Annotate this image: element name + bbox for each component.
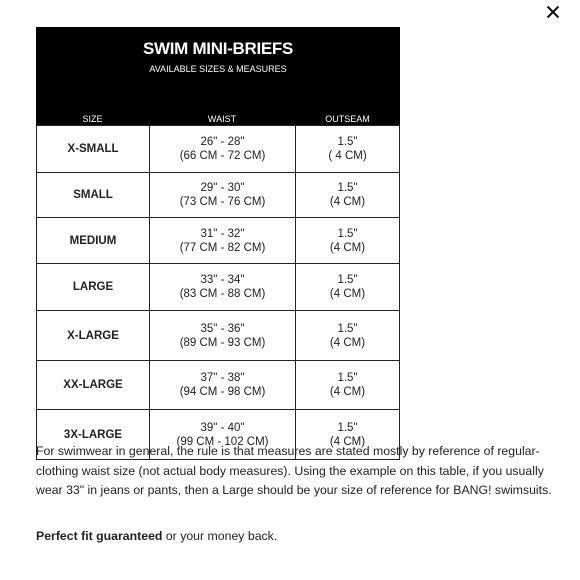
outseam-cell <box>296 218 399 263</box>
outseam-cm: (4 CM) <box>329 288 366 300</box>
chart-subtitle: AVAILABLE SIZES & MEASURES <box>149 64 287 74</box>
waist-cell <box>150 172 296 217</box>
outseam-cell <box>296 126 399 172</box>
outseam-cm: (4 CM) <box>329 386 366 398</box>
size-cell: X-SMALL <box>37 126 150 172</box>
waist-inches: 29" - 30" <box>200 181 245 194</box>
outseam-cell <box>296 311 399 360</box>
table-row <box>36 311 400 361</box>
waist-inches: 39" - 40" <box>200 421 245 434</box>
outseam-inches: 1.5" <box>337 322 358 335</box>
outseam-cell <box>296 172 399 217</box>
waist-inches: 26" - 28" <box>200 136 245 148</box>
table-row <box>36 172 400 218</box>
column-header-outseam: OUTSEAM <box>325 114 370 124</box>
size-cell: SMALL <box>37 172 150 217</box>
swimwear-sizing-note: For swimwear in general, the rule is that measures are stated mostly by reference of regular-clothing waist size (not actual body measures). Using the example on this table, if you usually wear 33" in jeans or pants, then a Large should be your size of reference for BANG! swimsuits. <box>36 444 552 497</box>
outseam-cm: ( 4 CM) <box>328 150 367 162</box>
outseam-cm: (4 CM) <box>329 195 366 208</box>
waist-cm: (77 CM - 82 CM) <box>179 241 266 254</box>
outseam-cell <box>296 264 399 310</box>
waist-cm: (66 CM - 72 CM) <box>179 150 266 162</box>
outseam-cm: (4 CM) <box>329 435 366 448</box>
waist-inches: 35" - 36" <box>200 322 245 335</box>
outseam-inches: 1.5" <box>337 274 358 286</box>
size-cell: 3X-LARGE <box>37 410 150 459</box>
outseam-inches: 1.5" <box>337 227 358 240</box>
waist-inches: 37" - 38" <box>200 372 245 384</box>
waist-cm: (99 CM - 102 CM) <box>176 435 269 448</box>
waist-cm: (89 CM - 93 CM) <box>179 336 266 349</box>
table-row <box>36 264 400 311</box>
fit-guarantee-bold: Perfect fit guaranteed <box>36 529 163 543</box>
size-cell: X-LARGE <box>37 311 150 360</box>
column-header-row <box>36 101 400 125</box>
waist-inches: 33" - 34" <box>200 274 245 286</box>
waist-cm: (83 CM - 88 CM) <box>179 288 266 300</box>
outseam-inches: 1.5" <box>337 372 358 384</box>
column-header-waist: WAIST <box>207 114 237 124</box>
close-icon <box>546 5 560 19</box>
chart-title: SWIM MINI-BRIEFS <box>142 39 294 58</box>
size-table-body <box>36 125 400 448</box>
table-row <box>36 361 400 410</box>
waist-cell <box>150 311 296 360</box>
size-cell: MEDIUM <box>37 218 150 263</box>
size-cell: XX-LARGE <box>37 361 150 409</box>
outseam-inches: 1.5" <box>337 421 358 434</box>
fit-guarantee <box>36 527 556 546</box>
table-row <box>36 218 400 264</box>
column-header-size: SIZE <box>82 114 103 124</box>
size-chart <box>36 27 400 448</box>
waist-cm: (94 CM - 98 CM) <box>179 386 266 398</box>
waist-cell <box>150 126 296 172</box>
outseam-inches: 1.5" <box>337 181 358 194</box>
close-button[interactable] <box>541 0 565 24</box>
size-cell: LARGE <box>37 264 150 310</box>
outseam-inches: 1.5" <box>337 136 358 148</box>
waist-cell <box>150 264 296 310</box>
waist-inches: 31" - 32" <box>200 227 245 240</box>
fit-guarantee-rest: or your money back. <box>162 529 278 543</box>
waist-cell <box>150 361 296 409</box>
waist-cm: (73 CM - 76 CM) <box>179 195 266 208</box>
table-row <box>36 125 400 173</box>
waist-cell <box>150 218 296 263</box>
size-chart-header <box>36 27 400 101</box>
outseam-cell <box>296 361 399 409</box>
outseam-cm: (4 CM) <box>329 336 366 349</box>
outseam-cm: (4 CM) <box>329 241 366 254</box>
